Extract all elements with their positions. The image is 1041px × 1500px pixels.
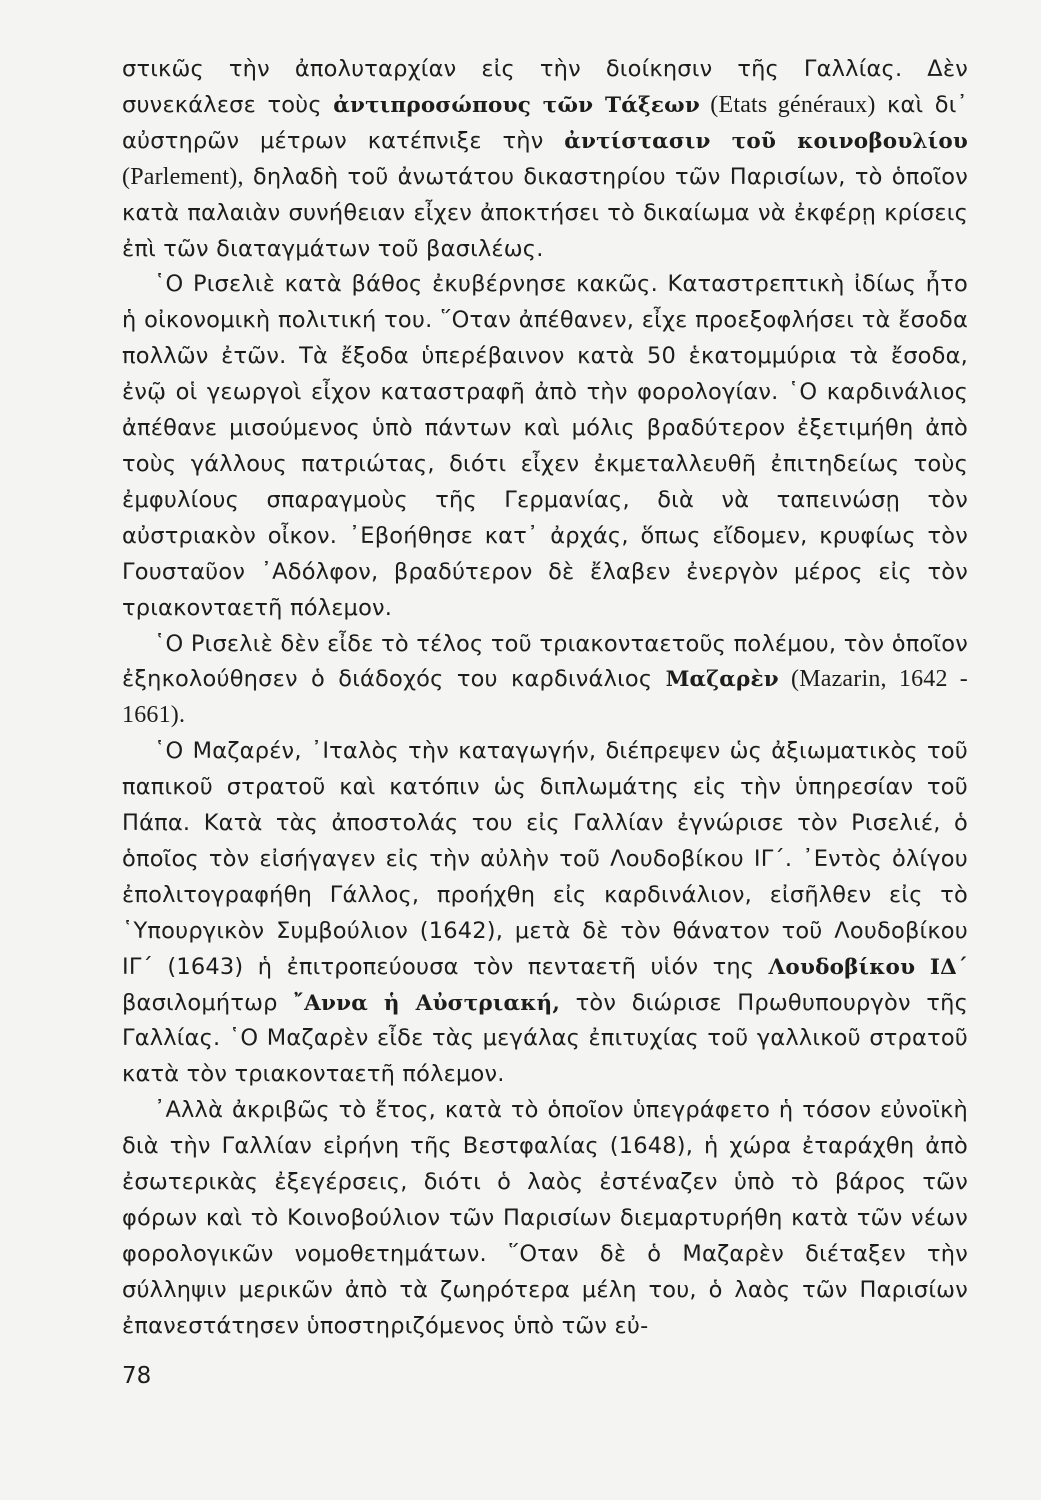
bold-term: ἀντιπροσώπους τῶν Τάξεων — [333, 92, 700, 118]
paragraph-2 — [122, 267, 968, 626]
paragraph-5 — [122, 1093, 968, 1344]
paragraph-1 — [122, 52, 968, 267]
bold-term: ἀντίστασιν τοῦ κοινοβουλίου — [564, 128, 968, 154]
latin-text: (Mazarin, 1642 - 1661). — [122, 666, 968, 729]
text-run: ῾Ο Ρισελιὲ κατὰ βάθος ἐκυβέρνησε κακῶς. Καταστρεπτικὴ ἰδίως ἦτο ἡ οἰκονομικὴ πολιτική του. ῞Οταν ἀπέθανεν, εἶχε προεξοφλήσει τὰ ἔσοδα πολλῶν ἐτῶν. Τὰ ἔξοδα ὑπερέβαινον κατὰ 50 ἑκατομμύρια τὰ ἔσοδα, ἐνῷ οἱ γεωργοὶ εἶχον καταστραφῆ ἀπὸ τὴν φορολογίαν. ῾Ο καρδινάλιος ἀπέθανε μισούμενος ὑπὸ πάντων καὶ μόλις βραδύτερον ἐξετιμήθη ἀπὸ τοὺς γάλλους πατριώτας, διότι εἶχεν ἐκμεταλλευθῆ ἐπιτηδείως τοὺς ἐμφυλίους σπαραγμοὺς τῆς Γερμανίας, διὰ νὰ ταπεινώσῃ τὸν αὐστριακὸν οἶκον. ᾿Εβοήθησε κατ᾿ ἀρχάς, ὅπως εἴδομεν, κρυφίως τὸν Γουσταῦον ᾿Αδόλφον, βραδύτερον δὲ ἔλαβεν ἐνεργὸν μέρος εἰς τὸν τριακονταετῆ πόλεμον. — [122, 271, 968, 621]
paragraph-4 — [122, 734, 968, 1093]
text-run: ῾Ο Ρισελιὲ δὲν εἶδε τὸ τέλος τοῦ τριακονταετοῦς πολέμου, τὸν ὁποῖον ἐξηκολούθησεν ὁ διάδοχός του καρδινάλιος — [122, 630, 968, 693]
text-run: δηλαδὴ τοῦ ἀνωτάτου δικαστηρίου τῶν Παρισίων, τὸ ὁποῖον κατὰ παλαιὰν συνήθειαν εἶχεν ἀποκτήσει τὸ δικαίωμα νὰ ἐκφέρῃ κρίσεις ἐπὶ τῶν διαταγμάτων τοῦ βασιλέως. — [122, 163, 968, 262]
paragraph-3 — [122, 627, 968, 735]
latin-text: (Etats généraux) — [699, 91, 876, 118]
text-run: βασιλομήτωρ — [122, 989, 294, 1016]
text-run: ᾿Αλλὰ ἀκριβῶς τὸ ἔτος, κατὰ τὸ ὁποῖον ὑπεγράφετο ἡ τόσον εὐνοϊκὴ διὰ τὴν Γαλλίαν εἰρήνη τῆς Βεστφαλίας (1648), ἡ χώρα ἐταράχθη ἀπὸ ἐσωτερικὰς ἐξεγέρσεις, διότι ὁ λαὸς ἐστέναζεν ὑπὸ τὸ βάρος τῶν φόρων καὶ τὸ Κοινοβούλιον τῶν Παρισίων διεμαρτυρήθη κατὰ τῶν νέων φορολογικῶν νομοθετημάτων. ῞Οταν δὲ ὁ Μαζαρὲν διέταξεν τὴν σύλληψιν μερικῶν ἀπὸ τὰ ζωηρότερα μέλη του, ὁ λαὸς τῶν Παρισίων ἐπανεστάτησεν ὑποστηριζόμενος ὑπὸ τῶν εὐ- — [122, 1097, 968, 1339]
text-run: τὸν διώρισε Πρωθυπουργὸν τῆς Γαλλίας. ῾Ο Μαζαρὲν εἶδε τὰς μεγάλας ἐπιτυχίας τοῦ γαλλικοῦ στρατοῦ κατὰ τὸν τριακονταετῆ πόλεμον. — [122, 989, 968, 1088]
text-run: καὶ δι᾿ αὐστηρῶν μέτρων κατέπνιξε τὴν — [122, 91, 968, 154]
page-number: 78 — [122, 1363, 152, 1389]
body-text — [122, 52, 968, 1345]
bold-term: Μαζαρὲν — [665, 667, 779, 693]
bold-term: ῎Αννα ἡ Αὐστριακή, — [293, 990, 561, 1016]
text-run: ῾Ο Μαζαρέν, ᾿Ιταλὸς τὴν καταγωγήν, διέπρεψεν ὡς ἀξιωματικὸς τοῦ παπικοῦ στρατοῦ καὶ κατόπιν ὡς διπλωμάτης εἰς τὴν ὑπηρεσίαν τοῦ Πάπα. Κατὰ τὰς ἀποστολάς του εἰς Γαλλίαν ἐγνώρισε τὸν Ρισελιέ, ὁ ὁποῖος τὸν εἰσήγαγεν εἰς τὴν αὐλὴν τοῦ Λουδοβίκου ΙΓ΄. ᾿Εντὸς ὀλίγου ἐπολιτογραφήθη Γάλλος, προήχθη εἰς καρδινάλιον, εἰσῆλθεν εἰς τὸ ῾Υπουργικὸν Συμβούλιον (1642), μετὰ δὲ τὸν θάνατον τοῦ Λουδοβίκου ΙΓ΄ (1643) ἡ ἐπιτροπεύουσα τὸν πενταετῆ υἱόν της — [122, 738, 968, 980]
bold-term: Λουδοβίκου ΙΔ΄ — [768, 954, 968, 980]
latin-text: (Parlement), — [122, 163, 244, 190]
text-run: στικῶς τὴν ἀπολυταρχίαν εἰς τὴν διοίκησιν τῆς Γαλλίας. Δὲν συνεκάλεσε τοὺς — [122, 56, 968, 118]
